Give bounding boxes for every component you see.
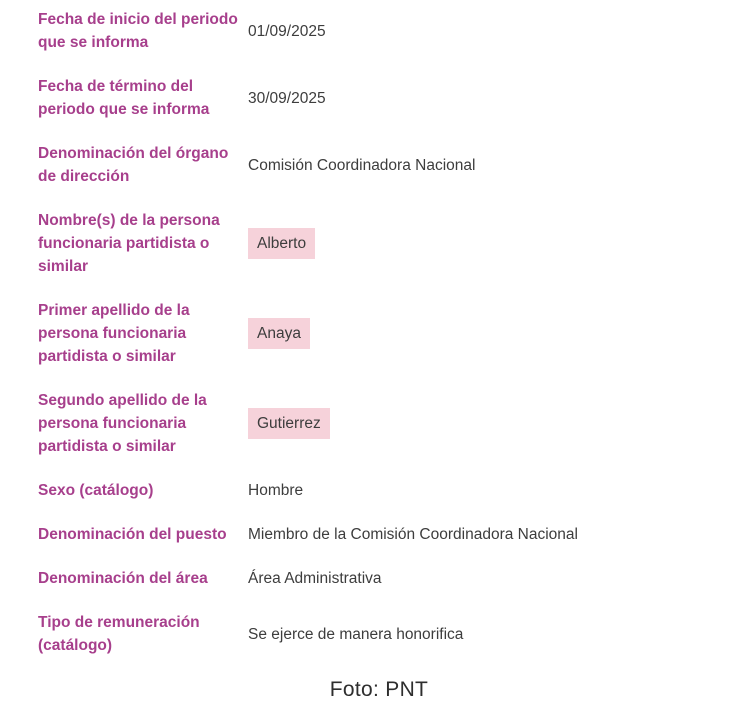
field-label: Denominación del área [38, 570, 208, 587]
field-row [38, 523, 720, 546]
field-label: Denominación del órgano de dirección [38, 145, 229, 185]
field-value: Alberto [248, 228, 720, 259]
field-row [38, 567, 720, 590]
field-value: Miembro de la Comisión Coordinadora Nacional [248, 526, 578, 543]
field-value: Anaya [248, 318, 720, 349]
field-label: Sexo (catálogo) [38, 482, 154, 499]
field-label: Tipo de remuneración (catálogo) [38, 614, 200, 654]
photo-credit: Foto: PNT [329, 678, 429, 701]
field-value: 01/09/2025 [248, 22, 326, 40]
field-row [38, 142, 720, 188]
field-label: Nombre(s) de la persona funcionaria partidista o similar [38, 212, 220, 275]
field-row [38, 611, 720, 657]
field-row [38, 209, 720, 278]
field-label: Segundo apellido de la persona funcionaria partidista o similar [38, 392, 207, 455]
field-value: Gutierrez [248, 408, 720, 439]
field-row [38, 479, 720, 502]
field-label: Primer apellido de la persona funcionaria partidista o similar [38, 302, 190, 365]
field-row [38, 389, 720, 458]
field-value: 30/09/2025 [248, 89, 326, 107]
field-row [38, 75, 720, 121]
field-value: Área Administrativa [248, 570, 382, 587]
field-label: Fecha de inicio del periodo que se informa [38, 11, 238, 51]
field-row [38, 8, 720, 54]
field-label: Fecha de término del periodo que se informa [38, 78, 210, 118]
field-value: Se ejerce de manera honorifica [248, 625, 464, 643]
field-row [38, 299, 720, 368]
field-value: Hombre [248, 482, 304, 499]
field-value: Comisión Coordinadora Nacional [248, 156, 476, 174]
field-label: Denominación del puesto [38, 526, 227, 543]
